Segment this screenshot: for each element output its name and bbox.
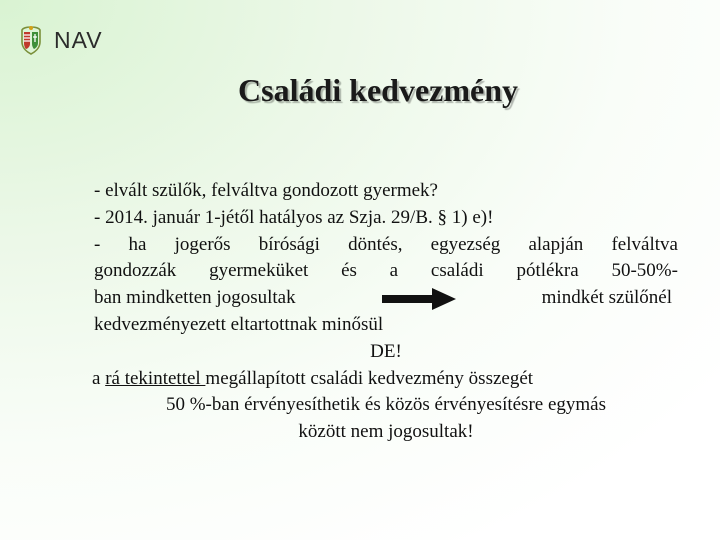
- text-line-5: [94, 285, 678, 312]
- text-line-4: [94, 258, 678, 285]
- text-line-8: [92, 366, 678, 393]
- word: gondozzák: [94, 260, 177, 282]
- text-segment: a: [92, 367, 106, 389]
- right-arrow-icon: [382, 288, 456, 310]
- text-line-7: DE!: [370, 340, 402, 362]
- word: 50-50%-: [611, 260, 678, 282]
- word: döntés,: [348, 233, 403, 255]
- word: egyezség: [430, 233, 501, 255]
- text-segment: ban mindketten jogosultak: [94, 287, 296, 309]
- word: bírósági: [258, 233, 320, 255]
- underlined-text: rá tekintettel: [105, 367, 206, 389]
- nav-logo: [18, 24, 103, 56]
- text-line-9: 50 %-ban érvényesíthetik és közös érvényesítésre egymás: [165, 394, 606, 416]
- word: családi: [430, 260, 484, 282]
- word: jogerős: [174, 233, 231, 255]
- text-line-1: - elvált szülők, felváltva gondozott gyermek?: [94, 180, 438, 201]
- text-line-3: [94, 232, 678, 259]
- text-line-2: - 2014. január 1-jétől hatályos az Szja. 29/B. § 1) e)!: [94, 206, 494, 228]
- text-segment: mindkét szülőnél: [541, 287, 672, 309]
- text-segment: megállapított családi kedvezmény összegét: [205, 367, 534, 389]
- word: felváltva: [611, 233, 678, 255]
- text-line-6: kedvezményezett eltartottnak minősül: [94, 313, 384, 335]
- word: ha: [128, 233, 147, 255]
- word: pótlékra: [516, 260, 579, 282]
- page-title: Családi kedvezmény: [238, 72, 518, 108]
- text-line-10: között nem jogosultak!: [298, 421, 474, 443]
- word: gyermeküket: [209, 260, 309, 282]
- word: alapján: [528, 233, 584, 255]
- word: a: [389, 260, 399, 282]
- logo-text: NAV: [54, 26, 103, 53]
- word: -: [94, 233, 101, 255]
- content-body: [94, 178, 678, 446]
- coat-of-arms-icon: [18, 24, 44, 56]
- word: és: [341, 260, 357, 282]
